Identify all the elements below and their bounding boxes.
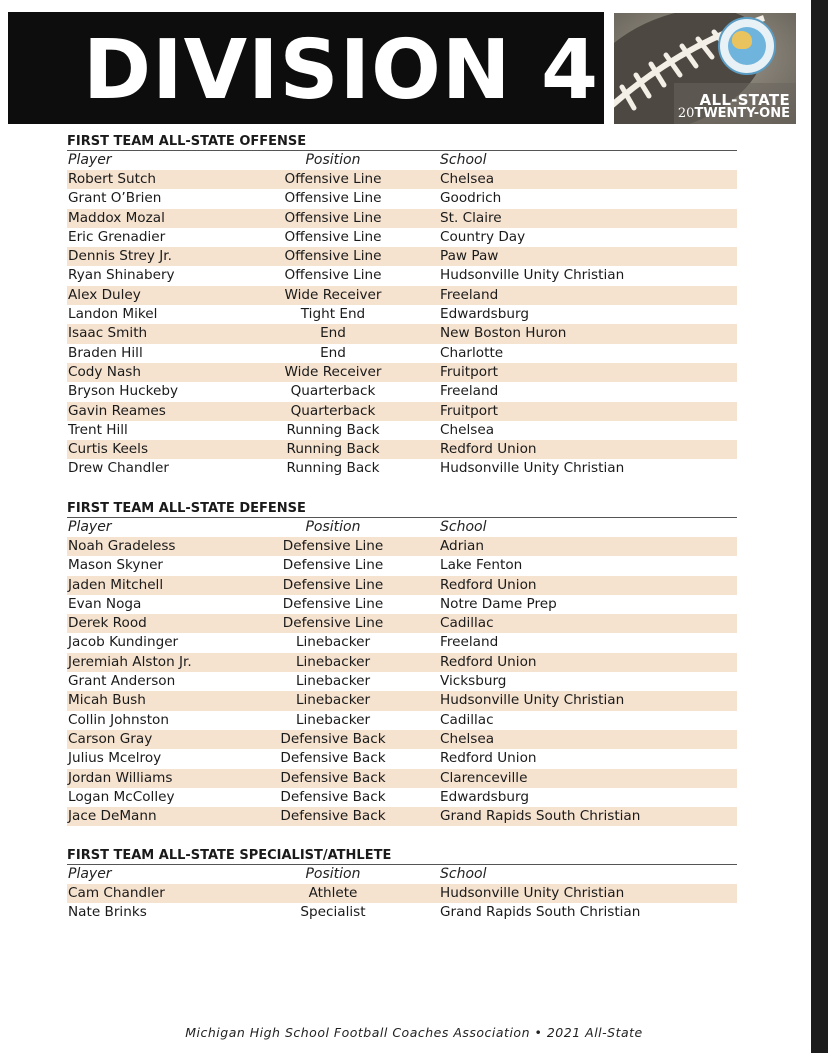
position-cell: Specialist xyxy=(300,904,366,921)
position-cell: Defensive Back xyxy=(280,788,386,805)
table-row xyxy=(67,595,737,614)
footer-separator: • xyxy=(534,1025,543,1040)
school-cell: New Boston Huron xyxy=(440,325,567,342)
position-cell: Defensive Line xyxy=(282,595,384,612)
player-cell: Jace DeMann xyxy=(68,808,157,825)
player-cell: Noah Gradeless xyxy=(68,538,176,554)
school-cell: Freeland xyxy=(440,286,499,303)
player-cell: Carson Gray xyxy=(68,730,153,747)
logo-year-text xyxy=(678,106,790,121)
col-school: School xyxy=(440,152,487,168)
school-cell: Fruitport xyxy=(440,363,499,380)
school-cell: Paw Paw xyxy=(440,248,499,265)
school-cell: Edwardsburg xyxy=(440,306,529,323)
footer-label: 2021 All-State xyxy=(546,1025,643,1040)
position-cell: Linebacker xyxy=(295,692,371,709)
table-row xyxy=(67,614,737,633)
table-row xyxy=(67,576,737,595)
school-cell: Freeland xyxy=(440,383,499,400)
table-row xyxy=(67,903,737,922)
offense-title: FIRST TEAM ALL-STATE OFFENSE xyxy=(67,133,737,151)
position-cell: End xyxy=(320,325,346,342)
position-cell: Linebacker xyxy=(295,653,371,670)
school-cell: Adrian xyxy=(440,538,485,554)
table-row xyxy=(67,653,737,672)
offense-list xyxy=(67,170,737,479)
header-banner xyxy=(8,12,604,124)
table-row xyxy=(67,228,737,247)
defense-column-header xyxy=(67,518,737,537)
player-cell: Ryan Shinabery xyxy=(68,267,175,284)
mhsfca-seal-icon xyxy=(718,17,776,75)
player-cell: Alex Duley xyxy=(68,286,141,303)
position-cell: Wide Receiver xyxy=(284,363,382,380)
page-footer xyxy=(0,1025,828,1040)
table-row xyxy=(67,266,737,285)
table-row xyxy=(67,633,737,652)
position-cell: Defensive Line xyxy=(282,576,384,593)
player-cell: Derek Rood xyxy=(68,615,147,632)
school-cell: Redford Union xyxy=(440,653,537,670)
player-cell: Jaden Mitchell xyxy=(68,576,164,593)
position-cell: Defensive Back xyxy=(280,730,386,747)
defense-list xyxy=(67,537,737,826)
player-cell: Bryson Huckeby xyxy=(68,383,179,400)
position-cell: Defensive Back xyxy=(280,808,386,825)
table-row xyxy=(67,382,737,401)
school-cell: Hudsonville Unity Christian xyxy=(440,460,625,477)
player-cell: Grant O’Brien xyxy=(68,190,162,207)
school-cell: Redford Union xyxy=(440,441,537,458)
helmet-icon xyxy=(732,31,752,49)
position-cell: Quarterback xyxy=(290,402,376,419)
school-cell: Chelsea xyxy=(440,730,495,747)
table-row xyxy=(67,884,737,903)
logo-year-words: TWENTY-ONE xyxy=(694,106,790,121)
position-cell: Linebacker xyxy=(295,634,371,651)
player-cell: Grant Anderson xyxy=(68,673,176,690)
table-row xyxy=(67,556,737,575)
player-cell: Landon Mikel xyxy=(68,306,158,323)
player-cell: Robert Sutch xyxy=(68,171,157,187)
table-row xyxy=(67,286,737,305)
player-cell: Eric Grenadier xyxy=(68,228,166,245)
player-cell: Collin Johnston xyxy=(68,711,169,728)
table-row xyxy=(67,711,737,730)
position-cell: Linebacker xyxy=(295,711,371,728)
table-row xyxy=(67,363,737,382)
school-cell: Chelsea xyxy=(440,171,495,187)
school-cell: Redford Union xyxy=(440,576,537,593)
table-row xyxy=(67,305,737,324)
table-row xyxy=(67,440,737,459)
player-cell: Logan McColley xyxy=(68,788,175,805)
school-cell: Country Day xyxy=(440,228,526,245)
position-cell: Defensive Back xyxy=(280,769,386,786)
col-school: School xyxy=(440,866,487,882)
player-cell: Gavin Reames xyxy=(68,402,166,419)
table-row xyxy=(67,402,737,421)
col-player: Player xyxy=(68,519,112,535)
school-cell: Grand Rapids South Christian xyxy=(440,904,641,921)
position-cell: Defensive Line xyxy=(282,557,384,574)
school-cell: Fruitport xyxy=(440,402,499,419)
player-cell: Cody Nash xyxy=(68,363,142,380)
offense-section xyxy=(67,133,737,479)
position-cell: Offensive Line xyxy=(284,190,382,207)
footer-org: Michigan High School Football Coaches Association xyxy=(185,1025,531,1040)
table-row xyxy=(67,421,737,440)
school-cell: Notre Dame Prep xyxy=(440,595,557,612)
position-cell: Offensive Line xyxy=(284,267,382,284)
table-row xyxy=(67,189,737,208)
school-cell: Cadillac xyxy=(440,615,494,632)
school-cell: Goodrich xyxy=(440,190,502,207)
position-cell: Quarterback xyxy=(290,383,376,400)
position-cell: Offensive Line xyxy=(284,209,382,226)
specialist-section xyxy=(67,847,737,923)
defense-title: FIRST TEAM ALL-STATE DEFENSE xyxy=(67,500,737,518)
player-cell: Braden Hill xyxy=(68,344,143,361)
player-cell: Jordan Williams xyxy=(68,769,173,786)
logo-all-state-text: ALL-STATE xyxy=(699,91,790,109)
position-cell: Offensive Line xyxy=(284,248,382,265)
position-cell: End xyxy=(320,344,346,361)
player-cell: Evan Noga xyxy=(68,595,142,612)
col-school: School xyxy=(440,519,487,535)
logo-year-prefix: 20 xyxy=(677,106,695,121)
school-cell: Vicksburg xyxy=(440,673,507,690)
page-edge xyxy=(811,0,828,1053)
table-row xyxy=(67,769,737,788)
table-row xyxy=(67,749,737,768)
school-cell: Lake Fenton xyxy=(440,557,523,574)
table-row xyxy=(67,209,737,228)
player-cell: Julius Mcelroy xyxy=(68,750,162,767)
position-cell: Running Back xyxy=(286,441,380,458)
player-cell: Jeremiah Alston Jr. xyxy=(68,653,192,670)
player-cell: Cam Chandler xyxy=(68,885,165,901)
school-cell: Hudsonville Unity Christian xyxy=(440,267,625,284)
position-cell: Defensive Line xyxy=(282,615,384,632)
col-player: Player xyxy=(68,866,112,882)
page-title: DIVISION 4 xyxy=(83,23,600,118)
table-row xyxy=(67,807,737,826)
player-cell: Maddox Mozal xyxy=(68,209,165,226)
player-cell: Dennis Strey Jr. xyxy=(68,248,172,265)
offense-column-header xyxy=(67,151,737,170)
school-cell: Redford Union xyxy=(440,750,537,767)
table-row xyxy=(67,537,737,556)
table-row xyxy=(67,788,737,807)
school-cell: Edwardsburg xyxy=(440,788,529,805)
col-position: Position xyxy=(305,519,361,535)
school-cell: Freeland xyxy=(440,634,499,651)
player-cell: Jacob Kundinger xyxy=(68,634,179,651)
school-cell: St. Claire xyxy=(440,209,502,226)
position-cell: Tight End xyxy=(300,306,366,323)
player-cell: Nate Brinks xyxy=(68,904,147,921)
school-cell: Clarenceville xyxy=(440,769,528,786)
position-cell: Athlete xyxy=(308,885,358,901)
specialist-title: FIRST TEAM ALL-STATE SPECIALIST/ATHLETE xyxy=(67,847,737,865)
defense-section xyxy=(67,500,737,826)
table-row xyxy=(67,691,737,710)
school-cell: Hudsonville Unity Christian xyxy=(440,885,625,901)
position-cell: Offensive Line xyxy=(284,228,382,245)
school-cell: Chelsea xyxy=(440,421,495,438)
player-cell: Isaac Smith xyxy=(68,325,148,342)
table-row xyxy=(67,170,737,189)
school-cell: Charlotte xyxy=(440,344,504,361)
table-row xyxy=(67,730,737,749)
position-cell: Linebacker xyxy=(295,673,371,690)
table-row xyxy=(67,672,737,691)
specialist-list xyxy=(67,884,737,923)
col-position: Position xyxy=(305,152,361,168)
school-cell: Hudsonville Unity Christian xyxy=(440,692,625,709)
table-row xyxy=(67,324,737,343)
position-cell: Defensive Line xyxy=(282,538,384,554)
col-position: Position xyxy=(305,866,361,882)
table-row xyxy=(67,344,737,363)
specialist-column-header xyxy=(67,865,737,884)
player-cell: Curtis Keels xyxy=(68,441,149,458)
player-cell: Drew Chandler xyxy=(68,460,169,477)
school-cell: Grand Rapids South Christian xyxy=(440,808,641,825)
school-cell: Cadillac xyxy=(440,711,494,728)
player-cell: Micah Bush xyxy=(68,692,146,709)
table-row xyxy=(67,247,737,266)
position-cell: Offensive Line xyxy=(284,171,382,187)
position-cell: Running Back xyxy=(286,460,380,477)
table-row xyxy=(67,459,737,478)
position-cell: Wide Receiver xyxy=(284,286,382,303)
player-cell: Mason Skyner xyxy=(68,557,164,574)
player-cell: Trent Hill xyxy=(68,421,128,438)
position-cell: Running Back xyxy=(286,421,380,438)
position-cell: Defensive Back xyxy=(280,750,386,767)
col-player: Player xyxy=(68,152,112,168)
